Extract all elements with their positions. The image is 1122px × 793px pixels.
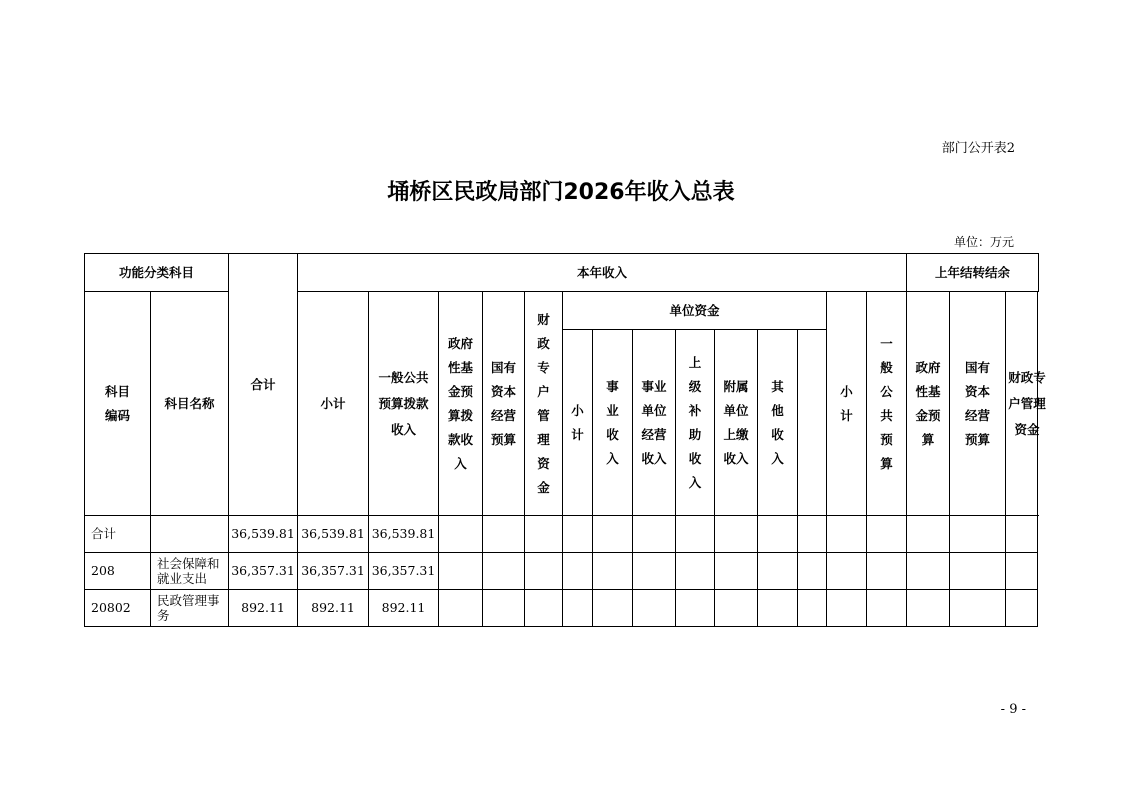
- row-general: 36,539.81: [369, 516, 439, 553]
- header-state-capital: 国有资本经营预算: [483, 292, 525, 516]
- row-subtotal: 892.11: [298, 590, 369, 627]
- row-name: [151, 516, 229, 553]
- row-code: 208: [85, 553, 151, 590]
- row-general: 892.11: [369, 590, 439, 627]
- row-code: 20802: [85, 590, 151, 627]
- header-co-state-capital: 国有资本经营预算: [950, 292, 1006, 516]
- page-title: 埇桥区民政局部门2026年收入总表: [387, 180, 735, 205]
- header-name: 科目名称: [151, 292, 229, 516]
- row-subtotal: 36,357.31: [298, 553, 369, 590]
- header-business-income: 事业收入: [593, 330, 633, 516]
- row-total: 36,539.81: [229, 516, 298, 553]
- header-upper-subsidy: 上级补助收入: [676, 330, 715, 516]
- row-subtotal: 36,539.81: [298, 516, 369, 553]
- table-number: 部门公开表2: [941, 141, 1015, 156]
- table-row: [85, 553, 1039, 590]
- row-code: 合计: [85, 516, 151, 553]
- row-total: 36,357.31: [229, 553, 298, 590]
- header-affiliated-income: 附属单位上缴收入: [715, 330, 758, 516]
- header-co-subtotal: 小计: [827, 292, 867, 516]
- header-unit-funds: 单位资金: [563, 292, 827, 330]
- header-fiscal-special: 财政专户管理资金: [525, 292, 563, 516]
- header-gov-fund: 政府性基金预算拨款收入: [439, 292, 483, 516]
- unit-label: 单位：万元: [953, 235, 1014, 249]
- row-name: 社会保障和就业支出: [151, 553, 229, 590]
- header-other-income: 其他收入: [758, 330, 798, 516]
- header-carryover: 上年结转结余: [907, 254, 1039, 292]
- row-total: 892.11: [229, 590, 298, 627]
- header-cur-subtotal: 小计: [298, 292, 369, 516]
- header-code: 科目编码: [85, 292, 151, 516]
- header-uf-subtotal: 小计: [563, 330, 593, 516]
- header-co-general: 一般公共预算: [867, 292, 907, 516]
- header-co-fiscal-special: 财政专户管理资金: [1006, 292, 1038, 516]
- header-current-income: 本年收入: [298, 254, 907, 292]
- header-uf-spacer: [798, 330, 827, 516]
- header-operating-income: 事业单位经营收入: [633, 330, 676, 516]
- header-func-class: 功能分类科目: [85, 254, 229, 292]
- income-summary-table: [84, 253, 1046, 627]
- table-row: [85, 516, 1039, 553]
- row-general: 36,357.31: [369, 553, 439, 590]
- row-name: 民政管理事务: [151, 590, 229, 627]
- page-number: - 9 -: [1000, 702, 1026, 717]
- table-row: [85, 590, 1039, 627]
- header-co-gov-fund: 政府性基金预算: [907, 292, 950, 516]
- header-general-budget: 一般公共预算拨款收入: [369, 292, 439, 516]
- header-total: 合计: [229, 254, 298, 516]
